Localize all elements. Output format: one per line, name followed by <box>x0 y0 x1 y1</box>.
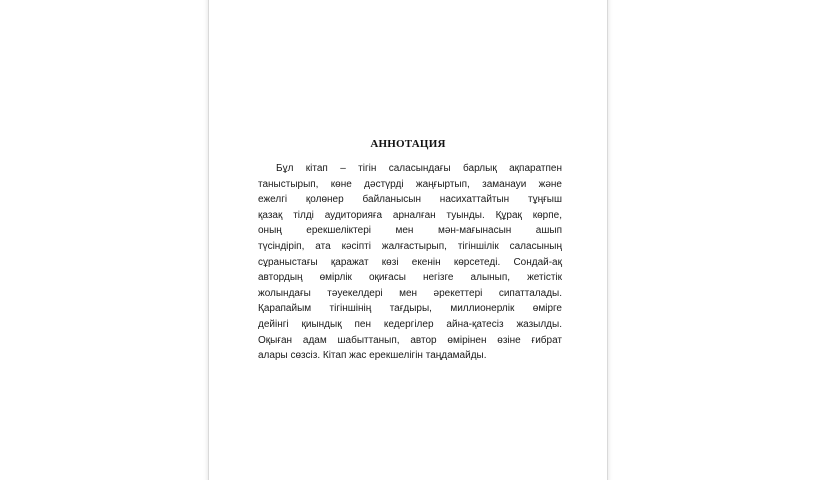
paragraph-line: ежелгі қолөнер байланысын насихаттайтын тұңғыш <box>258 194 562 206</box>
paragraph-line: оның ерекшеліктері мен мән-мағынасын ашып <box>258 225 562 237</box>
page-title: АННОТАЦИЯ <box>370 138 446 150</box>
paragraph-line: дейінгі қиындық пен кедергілер айна-қатесіз жазылды. <box>258 318 562 330</box>
paragraph-line: таныстырып, көне дәстүрді жаңғыртып, заманауи және <box>258 178 562 190</box>
document-page <box>208 0 608 480</box>
paragraph-line: сұраныстағы қаражат көзі екенін көрсетеді. Сондай-ақ <box>258 256 562 268</box>
paragraph-line: түсіндіріп, ата кәсіпті жалғастырып, тігіншілік саласының <box>258 240 562 252</box>
annotation-paragraph <box>258 161 562 364</box>
paragraph-line: қазақ тілді аудиторияға арналған туынды. Құрақ көрпе, <box>258 209 562 221</box>
paragraph-line: автордың өмірлік оқиғасы негізге алынып, жетістік <box>258 272 562 284</box>
paragraph-line: Оқыған адам шабыттанып, автор өмірінен өзіне ғибрат <box>258 334 562 346</box>
paragraph-line: Қарапайым тігіншінің тағдыры, миллионерлік өмірге <box>258 303 562 315</box>
paragraph-line: алары сөзсіз. Кітап жас ерекшелігін таңдамайды. <box>258 350 487 362</box>
paragraph-line: Бұл кітап – тігін саласындағы барлық ақпаратпен <box>276 163 562 174</box>
paragraph-line: жолындағы тәуекелдері мен әрекеттері сипатталады. <box>258 287 562 299</box>
